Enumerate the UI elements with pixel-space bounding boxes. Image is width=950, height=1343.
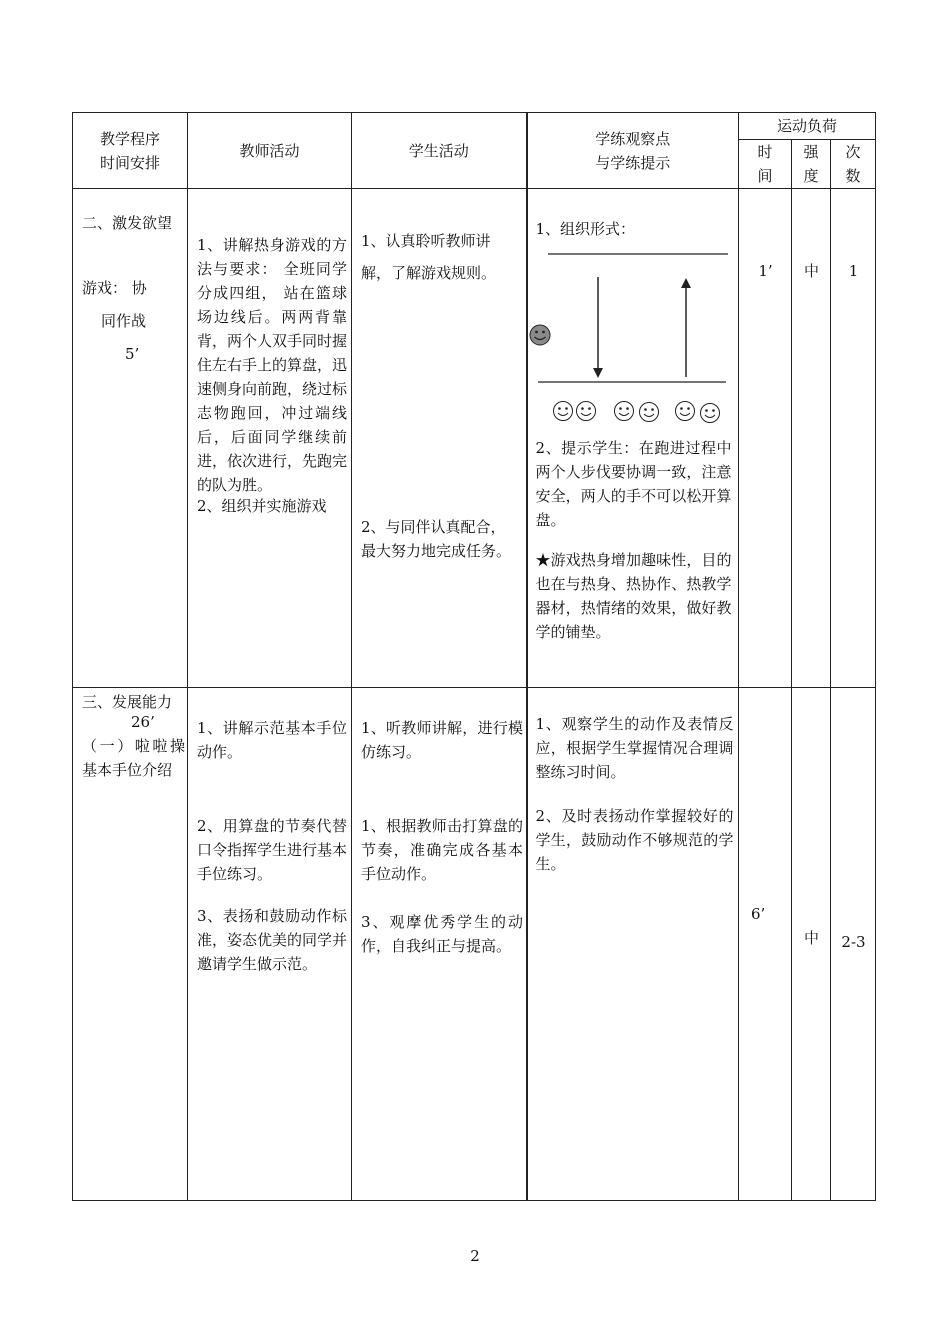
section1-time-cell — [739, 189, 792, 688]
header-procedure: 教学程序 时间安排 — [73, 113, 188, 189]
section1-observation-cell — [527, 189, 739, 688]
section2-student-3: 3、观摩优秀学生的动作，自我纠正与提高。 — [361, 913, 523, 955]
down-arrowhead-icon — [593, 368, 603, 378]
header-exercise-load: 运动负荷 — [739, 113, 876, 140]
section1-count-cell — [831, 189, 876, 688]
section2-teacher-cell — [188, 688, 352, 1201]
section2-teacher-1: 1、讲解示范基本手位动作。 — [197, 719, 347, 761]
section1-game-label: 游戏： 协 — [82, 279, 147, 297]
section2-student-1: 1、听教师讲解，进行模仿练习。 — [361, 719, 523, 761]
section1-observe-3: ★游戏热身增加趣味性，目的也在与热身、热协作、热教学器材，热情绪的效果，做好教学的铺垫。 — [535, 551, 732, 641]
section2-duration: 26’ — [131, 713, 155, 731]
section1-student-cell — [352, 189, 527, 688]
section2-student-2: 1、根据教师击打算盘的节奏，准确完成各基本手位动作。 — [361, 817, 523, 883]
section1-observe-2: 2、提示学生：在跑进过程中两个人步伐要协调一致，注意安全，两人的手不可以松开算盘。 — [535, 439, 732, 529]
section1-row — [73, 189, 876, 688]
section2-count: 2-3 — [841, 933, 866, 951]
marker-smiley-icon — [530, 325, 550, 345]
section1-intensity-cell — [792, 189, 831, 688]
section2-observe-2: 2、及时表扬动作掌握较好的学生，鼓励动作不够规范的学生。 — [535, 807, 734, 873]
section1-intensity: 中 — [803, 262, 819, 280]
section1-observe-1: 1、组织形式： — [535, 220, 636, 238]
section2-intensity-cell — [792, 688, 831, 1201]
section1-duration: 5’ — [125, 345, 140, 363]
section2-row — [73, 688, 876, 1201]
header-intensity: 强 度 — [792, 140, 831, 189]
page-number: 2 — [470, 1247, 480, 1265]
section1-student-2: 2、与同伴认真配合，最大努力地完成任务。 — [361, 518, 512, 560]
section1-teacher-1: 1、讲解热身游戏的方法与要求： 全班同学分成四组， 站在篮球场边线后。两两背靠背，两个人双手同时握住左右手上的算盘，迅速侧身向前跑，绕过标志物跑回，冲过端线后，后面同学继续前进，依次进行，先跑完的队为胜。 — [197, 236, 348, 494]
section1-student-1: 1、认真聆听教师讲解，了解游戏规则。 — [361, 232, 497, 282]
section2-teacher-3: 3、表扬和鼓励动作标准，姿态优美的同学并邀请学生做示范。 — [197, 907, 348, 973]
section2-count-cell — [831, 688, 876, 1201]
section2-observe-1: 1、观察学生的动作及表情反应，根据学生掌握情况合理调整练习时间。 — [535, 715, 734, 781]
header-teacher-activity: 教师活动 — [188, 113, 352, 189]
section2-time-cell — [739, 688, 792, 1201]
section1-title: 二、激发欲望 — [82, 214, 173, 232]
formation-diagram — [528, 189, 740, 429]
section1-time: 1’ — [758, 262, 773, 280]
section1-teacher-2: 2、组织并实施游戏 — [197, 497, 327, 515]
lesson-plan-table — [72, 112, 876, 1201]
section2-title: 三、发展能力 — [82, 693, 173, 711]
section1-procedure-cell — [73, 189, 188, 688]
students-smiley-icons — [553, 402, 719, 423]
header-student-activity: 学生活动 — [352, 113, 527, 189]
section1-teacher-cell — [188, 189, 352, 688]
section1-game-name: 同作战 — [101, 312, 147, 330]
header-time: 时 间 — [739, 140, 792, 189]
up-arrowhead-icon — [681, 278, 691, 288]
header-observation: 学练观察点 与学练提示 — [527, 113, 739, 189]
section2-student-cell — [352, 688, 527, 1201]
section1-count: 1 — [848, 262, 859, 280]
header-count: 次 数 — [831, 140, 876, 189]
section2-teacher-2: 2、用算盘的节奏代替口令指挥学生进行基本手位练习。 — [197, 817, 348, 883]
section2-subtitle: （一）啦啦操基本手位介绍 — [82, 737, 185, 779]
section2-time: 6’ — [751, 905, 766, 923]
section2-observation-cell — [527, 688, 739, 1201]
section2-intensity: 中 — [803, 929, 819, 947]
header-row — [73, 113, 876, 140]
section2-procedure-cell — [73, 688, 188, 1201]
